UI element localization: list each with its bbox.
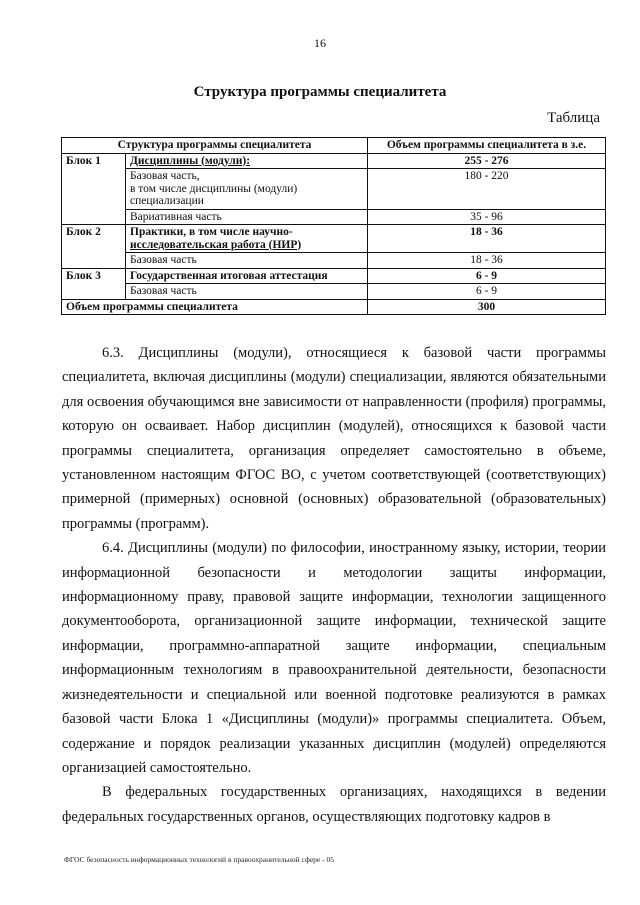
total-label: Объем программы специалитета xyxy=(62,299,368,315)
table-row xyxy=(62,225,606,253)
block3-name: Государственная итоговая аттестация xyxy=(126,268,368,284)
header-volume: Объем программы специалитета в з.е. xyxy=(368,138,606,154)
table-row xyxy=(62,209,606,225)
table-label: Таблица xyxy=(547,110,600,126)
block3-value: 6 - 9 xyxy=(368,268,606,284)
block1-base-value: 180 - 220 xyxy=(368,169,606,210)
body-text xyxy=(62,341,606,829)
block1-base-line1: Базовая часть, xyxy=(130,170,200,182)
block1-var-value: 35 - 96 xyxy=(368,209,606,225)
block1-name: Дисциплины (модули): xyxy=(126,153,368,169)
block1-base-line2: в том числе дисциплины (модули) xyxy=(130,182,298,195)
paragraph: 6.3. Дисциплины (модули), относящиеся к базовой части программы специалитета, включая дисциплины (модули) специализации, являются обязательными для освоения обучающимся вне зависимости от направленности (профиля) программы, которую он осваивает. Набор дисциплин (модулей), относящихся к базовой части программы специалитета, организация определяет самостоятельно в объеме, установленном настоящим ФГОС ВО, с учетом соответствующей (соответствующих) примерной (примерных) основной (основных) образовательной (образовательных) программы (программ). xyxy=(62,345,606,532)
block2-label: Блок 2 xyxy=(62,225,126,269)
block1-label: Блок 1 xyxy=(62,153,126,225)
block2-base-value: 18 - 36 xyxy=(368,253,606,269)
table-row xyxy=(62,268,606,284)
program-structure-table xyxy=(61,137,606,315)
block1-value: 255 - 276 xyxy=(368,153,606,169)
block3-label: Блок 3 xyxy=(62,268,126,299)
block2-name-line2: исследовательская работа (НИР) xyxy=(130,238,302,251)
block1-base-name xyxy=(126,169,368,210)
block1-base-line3: специализации xyxy=(130,195,204,207)
block2-base-name: Базовая часть xyxy=(126,253,368,269)
page-title: Структура программы специалитета xyxy=(193,84,447,100)
table-row xyxy=(62,284,606,300)
block1-var-name: Вариативная часть xyxy=(126,209,368,225)
paragraph: 6.4. Дисциплины (модули) по философии, иностранному языку, истории, теории информационной безопасности и методологии защиты информации, информационному праву, правовой защите информации, технологии защищенного документооборота, организационной защите информации, технической защите информации, программно-аппаратной защите информации, специальным информационным технологиям в правоохранительной деятельности, безопасности жизнедеятельности и специальной или военной подготовке реализуются в рамках базовой части Блока 1 «Дисциплины (модули)» программы специалитета. Объем, содержание и порядок реализации указанных дисциплин (модулей) определяются организацией самостоятельно. xyxy=(62,540,606,776)
total-value: 300 xyxy=(368,299,606,315)
block2-name-line1: Практики, в том числе научно- xyxy=(130,226,293,238)
table-row xyxy=(62,169,606,210)
block3-base-name: Базовая часть xyxy=(126,284,368,300)
block3-base-value: 6 - 9 xyxy=(368,284,606,300)
paragraph: В федеральных государственных организациях, находящихся в ведении федеральных государственных органов, осуществляющих подготовку кадров в xyxy=(62,784,606,825)
header-structure: Структура программы специалитета xyxy=(62,138,368,154)
table-row xyxy=(62,153,606,169)
page-number: 16 xyxy=(314,36,326,50)
page-footer: ФГОС безопасность информационных технологий в правоохранительной сфере - 05 xyxy=(64,855,334,864)
block2-name xyxy=(126,225,368,253)
table-row xyxy=(62,253,606,269)
table-header-row xyxy=(62,138,606,154)
table-total-row xyxy=(62,299,606,315)
block2-value: 18 - 36 xyxy=(368,225,606,253)
